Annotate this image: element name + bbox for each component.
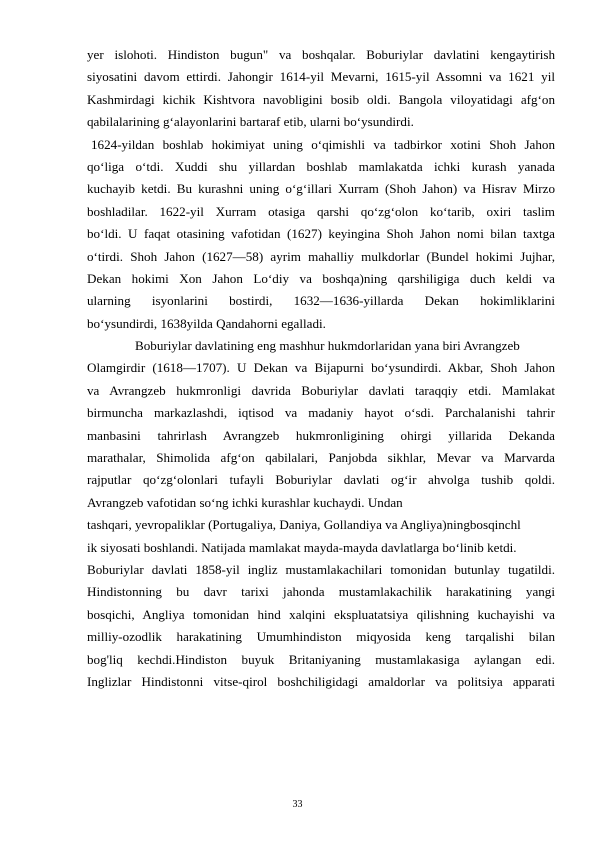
text-line: tashqari, yevropaliklar (Portugaliya, Daniya, Gollandiya va Angliya)ningbosqinchl	[87, 517, 521, 533]
text-line: bo‘ldi. U faqat otasining vafotidan (1627) keyingina Shoh Jahon nomi bilan taxtga	[87, 226, 555, 242]
text-line: bog'liq kechdi.Hindiston buyuk Britaniyaning mustamlakasiga aylangan edi.	[87, 651, 555, 667]
text-line: boshladilar. 1622-yil Xurram otasiga qarshi qo‘zg‘olon ko‘tarib, oxiri taslim	[87, 203, 555, 219]
text-line: marathalar, Shimolida afg‘on qabilalari, Panjobda sikhlar, Mevar va Marvarda	[87, 450, 555, 466]
text-line: manbasini tahrirlash Avrangzeb hukmronligining ohirgi yillarida Dekanda	[87, 427, 555, 443]
text-line: qabilalarining g‘alayonlarini bartaraf etib, ularni bo‘ysundirdi.	[87, 114, 414, 130]
text-line: Dekan hokimi Xon Jahon Lo‘diy va boshqa)ning qarshiligiga duch keldi va	[87, 270, 555, 286]
text-line: Avrangzeb vafotidan so‘ng ichki kurashlar kuchaydi. Undan	[87, 494, 403, 510]
text-line: bo‘ysundirdi, 1638yilda Qandahorni egalladi.	[87, 315, 326, 331]
text-line: milliy-ozodlik harakatining Umumhindiston miqyosida keng tarqalishi bilan	[87, 629, 555, 645]
text-line: ik siyosati boshlandi. Natijada mamlakat mayda-mayda davlatlarga bo‘linib ketdi.	[87, 539, 517, 555]
text-line: yer islohoti. Hindiston bugun" va boshqalar. Boburiylar davlatini kengaytirish	[87, 47, 555, 62]
text-line: Boburiylar davlatining eng mashhur hukmdorlaridan yana biri Avrangzeb	[135, 338, 520, 354]
text-line: Boburiylar davlati 1858-yil ingliz mustamlakachilari tomonidan butunlay tugatildi.	[87, 561, 555, 577]
text-line: Inglizlar Hindistonni vitse-qirol boshchiligidagi amaldorlar va politsiya apparati	[87, 673, 555, 689]
body-text	[87, 44, 555, 693]
text-line: o‘tirdi. Shoh Jahon (1627—58) ayrim mahalliy mulkdorlar (Bundel hokimi Jujhar,	[87, 248, 555, 264]
text-line: Hindistonning bu davr tarixi jahonda mustamlakachilik harakatining yangi	[87, 584, 555, 600]
text-line: Kashmirdagi kichik Kishtvora navobligini bosib oldi. Bangola viloyatidagi afg‘on	[87, 91, 555, 107]
text-line: 1624-yildan boshlab hokimiyat uning o‘qimishli va tadbirkor xotini Shoh Jahon	[91, 136, 555, 152]
text-line: Olamgirdir (1618—1707). U Dekan va Bijapurni bo‘ysundirdi. Akbar, Shoh Jahon	[87, 360, 555, 376]
page-number: 33	[292, 799, 303, 810]
text-line: bosqichi, Angliya tomonidan hind xalqini ekspluatatsiya qilishning kuchayishi va	[87, 606, 555, 622]
text-line: kuchayib ketdi. Bu kurashni uning o‘g‘illari Xurram (Shoh Jahon) va Hisrav Mirzo	[87, 181, 555, 197]
text-line: rajputlar qo‘zg‘olonlari tufayli Boburiylar davlati og‘ir ahvolga tushib qoldi.	[87, 472, 555, 488]
text-line: va Avrangzeb hukmronligi davrida Boburiylar davlati taraqqiy etdi. Mamlakat	[87, 382, 555, 398]
text-line: birmuncha markazlashdi, iqtisod va madaniy hayot o‘sdi. Parchalanishi tahrir	[87, 405, 555, 421]
text-line: ularning isyonlarini bostirdi, 1632—1636-yillarda Dekan hokimliklarini	[87, 293, 555, 309]
text-line: siyosatini davom ettirdi. Jahongir 1614-yil Mevarni, 1615-yil Assomni va 1621 yil	[87, 69, 555, 85]
text-line: qo‘liga o‘tdi. Xuddi shu yillardan boshlab mamlakatda ichki kurash yanada	[87, 158, 555, 174]
